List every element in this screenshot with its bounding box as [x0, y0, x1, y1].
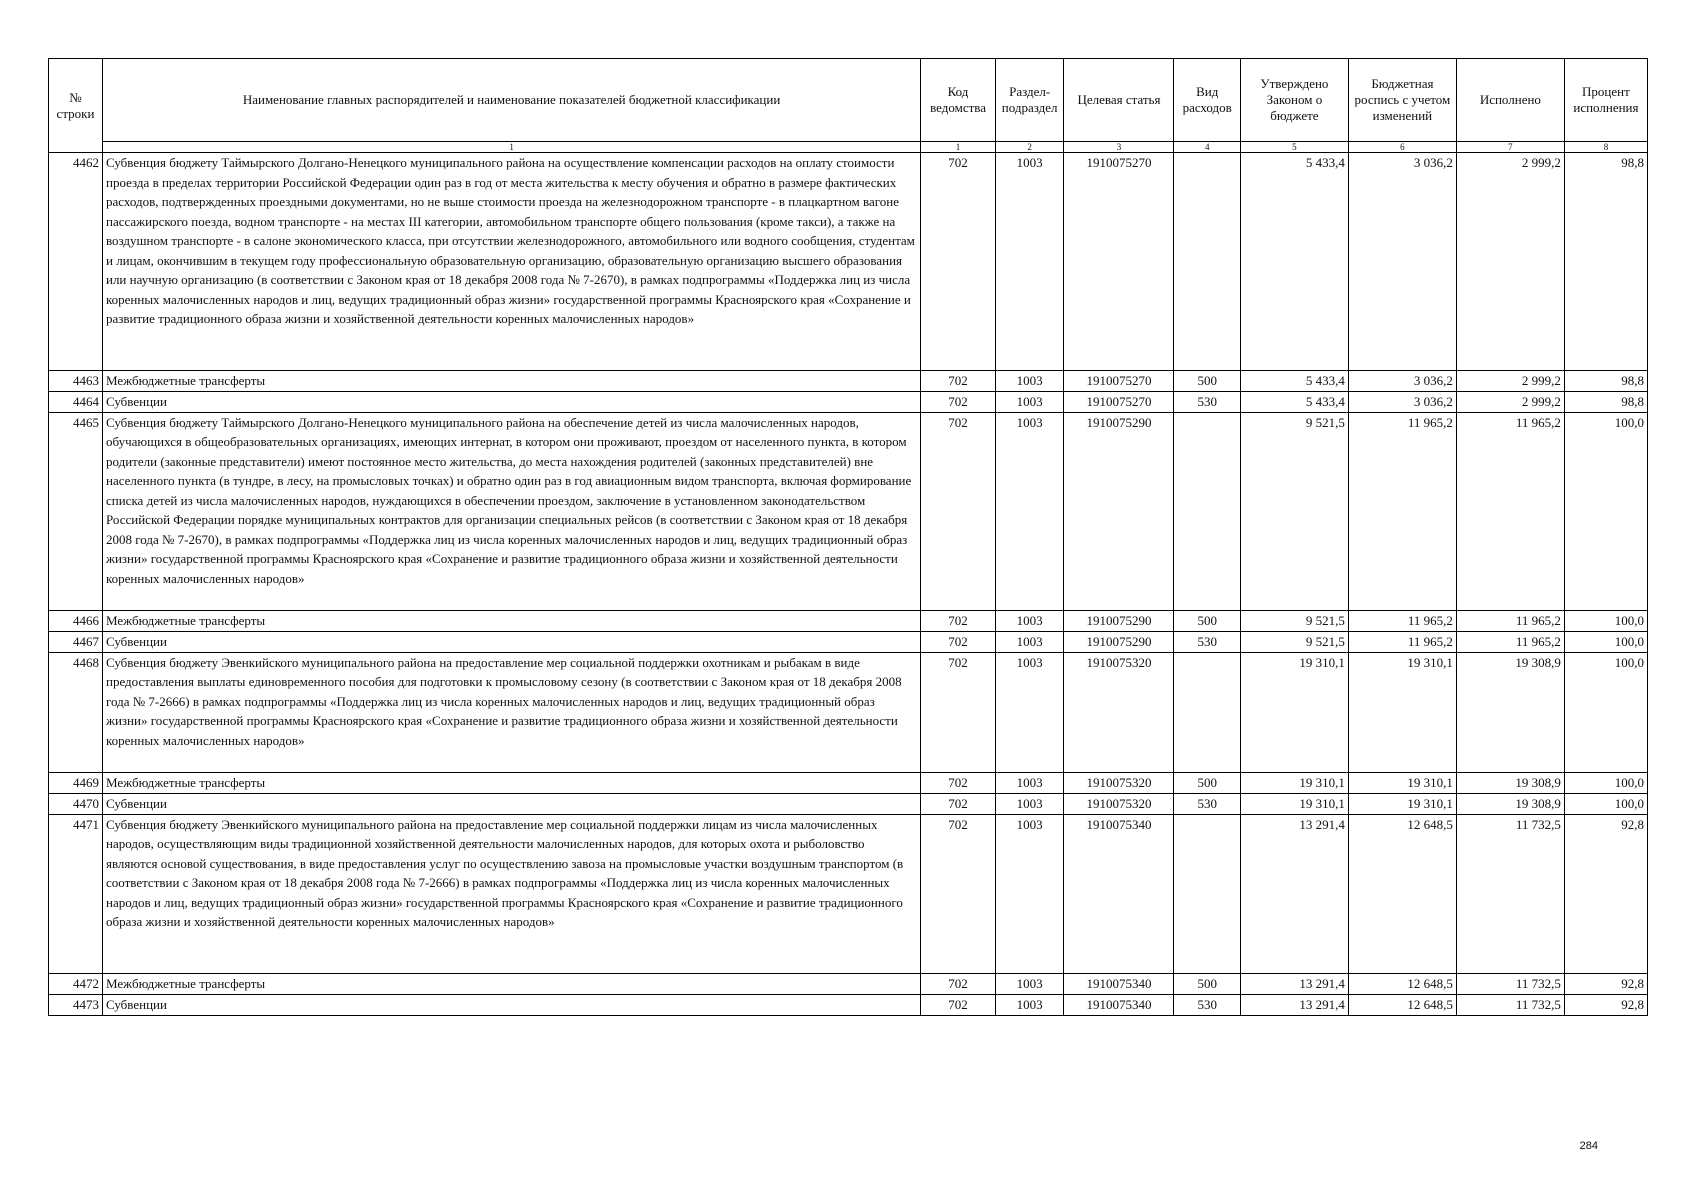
target-cell: 1910075340 — [1064, 994, 1174, 1015]
target-cell: 1910075290 — [1064, 610, 1174, 631]
row-number-cell: 4472 — [49, 973, 103, 994]
row-number-cell: 4469 — [49, 772, 103, 793]
dept-code-cell: 702 — [921, 370, 996, 391]
col-number: 8 — [1564, 142, 1647, 153]
executed-cell: 2 999,2 — [1456, 153, 1564, 371]
col-header-percent: Процент исполнения — [1564, 59, 1647, 142]
budget-table — [48, 58, 1648, 1016]
section-cell: 1003 — [995, 370, 1064, 391]
table-row — [49, 973, 1648, 994]
approved-cell: 9 521,5 — [1240, 412, 1348, 610]
row-number-cell: 4462 — [49, 153, 103, 371]
target-cell: 1910075320 — [1064, 793, 1174, 814]
dept-code-cell: 702 — [921, 412, 996, 610]
expense-type-cell — [1174, 814, 1240, 973]
section-cell: 1003 — [995, 814, 1064, 973]
budget-cell: 19 310,1 — [1348, 772, 1456, 793]
budget-cell: 3 036,2 — [1348, 370, 1456, 391]
executed-cell: 11 732,5 — [1456, 814, 1564, 973]
expense-type-cell: 500 — [1174, 772, 1240, 793]
executed-cell: 11 732,5 — [1456, 973, 1564, 994]
name-cell: Межбюджетные трансферты — [102, 370, 920, 391]
section-cell: 1003 — [995, 631, 1064, 652]
approved-cell: 9 521,5 — [1240, 610, 1348, 631]
approved-cell: 13 291,4 — [1240, 973, 1348, 994]
table-row — [49, 153, 1648, 371]
col-number: 3 — [1064, 142, 1174, 153]
section-cell: 1003 — [995, 973, 1064, 994]
col-header-section: Раздел-подраздел — [995, 59, 1064, 142]
col-header-target: Целевая статья — [1064, 59, 1174, 142]
executed-cell: 11 965,2 — [1456, 610, 1564, 631]
table-row — [49, 652, 1648, 772]
percent-cell: 100,0 — [1564, 793, 1647, 814]
section-cell: 1003 — [995, 412, 1064, 610]
budget-cell: 19 310,1 — [1348, 793, 1456, 814]
section-cell: 1003 — [995, 772, 1064, 793]
executed-cell: 19 308,9 — [1456, 793, 1564, 814]
approved-cell: 19 310,1 — [1240, 772, 1348, 793]
dept-code-cell: 702 — [921, 994, 996, 1015]
expense-type-cell: 500 — [1174, 973, 1240, 994]
budget-cell: 11 965,2 — [1348, 412, 1456, 610]
target-cell: 1910075270 — [1064, 153, 1174, 371]
dept-code-cell: 702 — [921, 610, 996, 631]
percent-cell: 100,0 — [1564, 652, 1647, 772]
approved-cell: 19 310,1 — [1240, 793, 1348, 814]
col-header-executed: Исполнено — [1456, 59, 1564, 142]
dept-code-cell: 702 — [921, 973, 996, 994]
dept-code-cell: 702 — [921, 793, 996, 814]
expense-type-cell: 530 — [1174, 793, 1240, 814]
percent-cell: 98,8 — [1564, 153, 1647, 371]
executed-cell: 11 732,5 — [1456, 994, 1564, 1015]
table-body — [49, 153, 1648, 1016]
row-number-cell: 4470 — [49, 793, 103, 814]
target-cell: 1910075320 — [1064, 652, 1174, 772]
expense-type-cell: 530 — [1174, 994, 1240, 1015]
name-cell: Субвенции — [102, 994, 920, 1015]
dept-code-cell: 702 — [921, 652, 996, 772]
col-header-name: Наименование главных распорядителей и наименование показателей бюджетной классификации — [102, 59, 920, 142]
table-row — [49, 793, 1648, 814]
col-number: 6 — [1348, 142, 1456, 153]
row-number-cell: 4463 — [49, 370, 103, 391]
target-cell: 1910075290 — [1064, 412, 1174, 610]
expense-type-cell: 500 — [1174, 610, 1240, 631]
col-header-row-number: № строки — [49, 59, 103, 153]
col-number: 2 — [995, 142, 1064, 153]
approved-cell: 19 310,1 — [1240, 652, 1348, 772]
budget-cell: 19 310,1 — [1348, 652, 1456, 772]
row-number-cell: 4464 — [49, 391, 103, 412]
budget-cell: 11 965,2 — [1348, 631, 1456, 652]
name-cell: Субвенция бюджету Эвенкийского муниципального района на предоставление мер социальной поддержки охотникам и рыбакам в виде предоставления выплаты единовременного пособия для подготовки к промысловому сезону (в соответствии с Законом края от 18 декабря 2008 года № 7-2666) в рамках подпрограммы «Поддержка лиц из числа коренных малочисленных народов и лиц, ведущих традиционный образ жизни» государственной программы Красноярского края «Сохранение и развитие традиционного образа жизни и хозяйственной деятельности коренных малочисленных народов» — [102, 652, 920, 772]
section-cell: 1003 — [995, 994, 1064, 1015]
approved-cell: 13 291,4 — [1240, 994, 1348, 1015]
approved-cell: 13 291,4 — [1240, 814, 1348, 973]
table-row — [49, 412, 1648, 610]
target-cell: 1910075340 — [1064, 814, 1174, 973]
approved-cell: 5 433,4 — [1240, 153, 1348, 371]
page-number: 284 — [1579, 1140, 1598, 1152]
percent-cell: 100,0 — [1564, 631, 1647, 652]
dept-code-cell: 702 — [921, 631, 996, 652]
target-cell: 1910075270 — [1064, 370, 1174, 391]
row-number-cell: 4473 — [49, 994, 103, 1015]
row-number-cell: 4471 — [49, 814, 103, 973]
col-header-budget: Бюджетная роспись с учетом изменений — [1348, 59, 1456, 142]
dept-code-cell: 702 — [921, 814, 996, 973]
name-cell: Межбюджетные трансферты — [102, 610, 920, 631]
table-row — [49, 631, 1648, 652]
percent-cell: 100,0 — [1564, 772, 1647, 793]
budget-cell: 12 648,5 — [1348, 994, 1456, 1015]
row-number-cell: 4467 — [49, 631, 103, 652]
name-cell: Субвенция бюджету Таймырского Долгано-Ненецкого муниципального района на обеспечение детей из числа малочисленных народов, обучающихся в общеобразовательных организациях, имеющих интернат, в котором они проживают, проездом от населенного пункта, в котором родители (законные представители) имеют постоянное место жительства, до места нахождения родителей (законных представителей) вне населенного пункта (в тундре, в лесу, на промысловых точках) и обратно один раз в год авиационным видом транспорта, включая формирование списка детей из числа малочисленных народов, нуждающихся в обеспечении проездом, заключение в установленном законодательством Российской Федерации порядке муниципальных контрактов для организации специальных рейсов (в соответствии с Законом края от 18 декабря 2008 года № 7-2670), в рамках подпрограммы «Поддержка лиц из числа коренных малочисленных народов и лиц, ведущих традиционный образ жизни» государственной программы Красноярского края «Сохранение и развитие традиционного образа жизни и хозяйственной деятельности коренных малочисленных народов» — [102, 412, 920, 610]
col-number: 5 — [1240, 142, 1348, 153]
row-number-cell: 4466 — [49, 610, 103, 631]
col-header-dept-code: Код ведомства — [921, 59, 996, 142]
budget-cell: 11 965,2 — [1348, 610, 1456, 631]
table-row — [49, 370, 1648, 391]
target-cell: 1910075340 — [1064, 973, 1174, 994]
dept-code-cell: 702 — [921, 391, 996, 412]
name-cell: Субвенция бюджету Эвенкийского муниципального района на предоставление мер социальной поддержки лицам из числа малочисленных народов, осуществляющим виды традиционной хозяйственной деятельности малочисленных народов, для которых охота и рыболовство являются основой существования, в виде предоставления услуг по осуществлению завоза на промысловые участки воздушным транспортом (в соответствии с Законом края от 18 декабря 2008 года № 7-2666) в рамках подпрограммы «Поддержка лиц из числа коренных малочисленных народов и лиц, ведущих традиционный образ жизни» государственной программы Красноярского края «Сохранение и развитие традиционного образа жизни и хозяйственной деятельности коренных малочисленных народов» — [102, 814, 920, 973]
approved-cell: 5 433,4 — [1240, 391, 1348, 412]
percent-cell: 92,8 — [1564, 814, 1647, 973]
executed-cell: 2 999,2 — [1456, 370, 1564, 391]
expense-type-cell: 500 — [1174, 370, 1240, 391]
percent-cell: 100,0 — [1564, 412, 1647, 610]
table-header — [49, 59, 1648, 153]
section-cell: 1003 — [995, 793, 1064, 814]
target-cell: 1910075290 — [1064, 631, 1174, 652]
budget-cell: 3 036,2 — [1348, 391, 1456, 412]
table-row — [49, 610, 1648, 631]
executed-cell: 2 999,2 — [1456, 391, 1564, 412]
budget-cell: 3 036,2 — [1348, 153, 1456, 371]
target-cell: 1910075320 — [1064, 772, 1174, 793]
expense-type-cell: 530 — [1174, 391, 1240, 412]
approved-cell: 9 521,5 — [1240, 631, 1348, 652]
section-cell: 1003 — [995, 652, 1064, 772]
budget-cell: 12 648,5 — [1348, 973, 1456, 994]
executed-cell: 11 965,2 — [1456, 412, 1564, 610]
expense-type-cell — [1174, 412, 1240, 610]
name-cell: Субвенции — [102, 631, 920, 652]
executed-cell: 19 308,9 — [1456, 772, 1564, 793]
expense-type-cell — [1174, 153, 1240, 371]
executed-cell: 11 965,2 — [1456, 631, 1564, 652]
name-cell: Субвенции — [102, 391, 920, 412]
dept-code-cell: 702 — [921, 153, 996, 371]
row-number-cell: 4468 — [49, 652, 103, 772]
name-cell: Субвенции — [102, 793, 920, 814]
section-cell: 1003 — [995, 610, 1064, 631]
percent-cell: 92,8 — [1564, 994, 1647, 1015]
col-header-approved: Утверждено Законом о бюджете — [1240, 59, 1348, 142]
table-row — [49, 994, 1648, 1015]
col-header-expense-type: Вид расходов — [1174, 59, 1240, 142]
name-cell: Субвенция бюджету Таймырского Долгано-Ненецкого муниципального района на осуществление компенсации расходов на оплату стоимости проезда в пределах территории Российской Федерации один раз в год от места жительства к месту обучения и обратно в размере фактических расходов, подтвержденных проездными документами, но не выше стоимости проезда на железнодорожном транспорте - в плацкартном вагоне пассажирского поезда, водном транспорте - на местах III категории, автомобильном транспорте общего пользования (кроме такси), а также на воздушном транспорте - в салоне экономического класса, при отсутствии железнодорожного, автомобильного или водного сообщения, студентам и лицам, окончившим в текущем году профессиональную образовательную организацию, образовательную организацию высшего образования или научную организацию (в соответствии с Законом края от 18 декабря 2008 года № 7-2670), в рамках подпрограммы «Поддержка лиц из числа коренных малочисленных народов и лиц, ведущих традиционный образ жизни» государственной программы Красноярского края «Сохранение и развитие традиционного образа жизни и хозяйственной деятельности коренных малочисленных народов» — [102, 153, 920, 371]
name-cell: Межбюджетные трансферты — [102, 973, 920, 994]
budget-cell: 12 648,5 — [1348, 814, 1456, 973]
row-number-cell: 4465 — [49, 412, 103, 610]
table-row — [49, 814, 1648, 973]
executed-cell: 19 308,9 — [1456, 652, 1564, 772]
name-cell: Межбюджетные трансферты — [102, 772, 920, 793]
table-row — [49, 772, 1648, 793]
approved-cell: 5 433,4 — [1240, 370, 1348, 391]
expense-type-cell — [1174, 652, 1240, 772]
col-number: 1 — [102, 142, 920, 153]
percent-cell: 92,8 — [1564, 973, 1647, 994]
section-cell: 1003 — [995, 153, 1064, 371]
dept-code-cell: 702 — [921, 772, 996, 793]
section-cell: 1003 — [995, 391, 1064, 412]
expense-type-cell: 530 — [1174, 631, 1240, 652]
percent-cell: 98,8 — [1564, 391, 1647, 412]
percent-cell: 100,0 — [1564, 610, 1647, 631]
col-number: 7 — [1456, 142, 1564, 153]
percent-cell: 98,8 — [1564, 370, 1647, 391]
target-cell: 1910075270 — [1064, 391, 1174, 412]
table-row — [49, 391, 1648, 412]
col-number: 4 — [1174, 142, 1240, 153]
col-number: 1 — [921, 142, 996, 153]
